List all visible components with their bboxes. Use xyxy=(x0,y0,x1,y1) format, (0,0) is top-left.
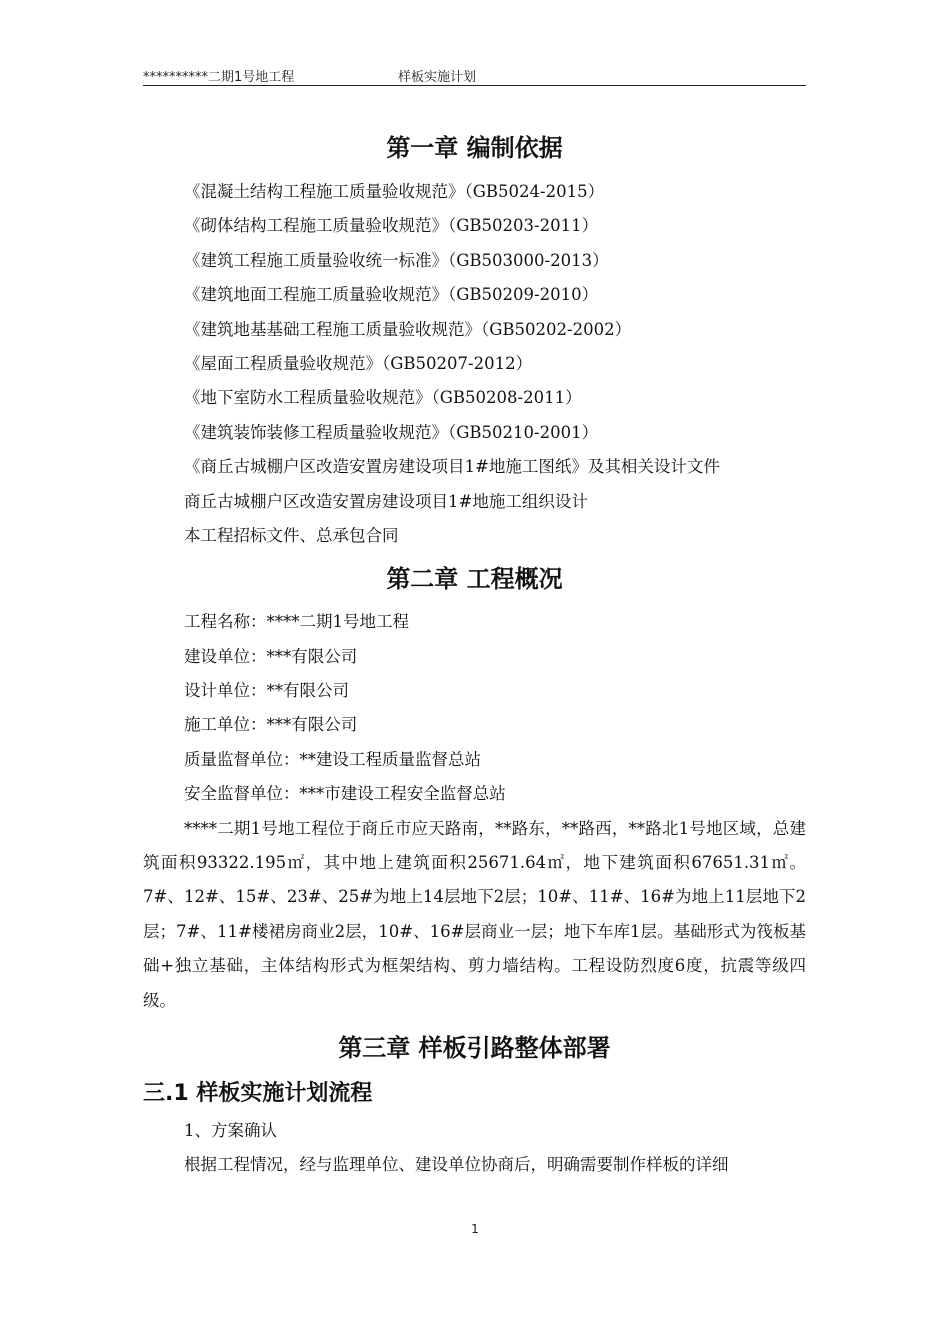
header-document-title: 样板实施计划 xyxy=(398,70,477,85)
chapter-2-title: 第二章 工程概况 xyxy=(386,565,563,594)
reference-item: 《商丘古城棚户区改造安置房建设项目1#地施工图纸》及其相关设计文件 xyxy=(184,457,720,477)
reference-item: 《砌体结构工程施工质量验收规范》（GB50203-2011） xyxy=(184,216,599,236)
header-divider xyxy=(143,85,806,86)
project-info-list xyxy=(143,605,806,811)
step-1-heading: 1、方案确认 xyxy=(184,1121,277,1141)
reference-item: 《建筑地基基础工程施工质量验收规范》（GB50202-2002） xyxy=(184,319,632,339)
page-number: 1 xyxy=(471,1222,479,1236)
step-1-paragraph: 根据工程情况，经与监理单位、建设单位协商后，明确需要制作样板的详细 xyxy=(184,1155,729,1175)
reference-list xyxy=(143,175,806,553)
page-header xyxy=(143,62,806,86)
reference-item: 商丘古城棚户区改造安置房建设项目1#地施工组织设计 xyxy=(184,491,588,511)
reference-item: 《混凝土结构工程施工质量验收规范》（GB5024-2015） xyxy=(184,182,605,201)
reference-item: 本工程招标文件、总承包合同 xyxy=(184,525,399,545)
quality-supervision-unit: 质量监督单位：**建设工程质量监督总站 xyxy=(184,749,481,769)
header-project-name: **********二期1号地工程 xyxy=(143,70,295,85)
reference-item: 《屋面工程质量验收规范》（GB50207-2012） xyxy=(184,353,533,373)
project-overview-paragraph: ****二期1号地工程位于商丘市应天路南，**路东，**路西，**路北1号地区域，总建筑面积93322.195㎡，其中地上建筑面积25671.64㎡，地下建筑面积67651.31㎡。7#、12#、15#、23#、25#为地上14层地下2层；10#、11#、16#为地上11层地下2层；7#、11#楼裙房商业2层，10#、16#层商业一层；地下车库1层。基础形式为筏板基础+独立基础，主体结构形式为框架结构、剪力墙结构。工程设防烈度6度，抗震等级四级。 xyxy=(143,818,806,1010)
reference-item: 《地下室防水工程质量验收规范》（GB50208-2011） xyxy=(184,388,582,408)
project-name: 工程名称：****二期1号地工程 xyxy=(184,612,409,632)
chapter-3-title: 第三章 样板引路整体部署 xyxy=(338,1034,611,1063)
owner-unit: 建设单位：***有限公司 xyxy=(184,646,358,666)
chapter-1-title: 第一章 编制依据 xyxy=(386,134,563,162)
design-unit: 设计单位：**有限公司 xyxy=(184,681,349,701)
section-3-1-title: 三.1 样板实施计划流程 xyxy=(143,1081,373,1107)
reference-item: 《建筑装饰装修工程质量验收规范》（GB50210-2001） xyxy=(184,422,599,442)
reference-item: 《建筑工程施工质量验收统一标准》（GB503000-2013） xyxy=(184,250,609,270)
construction-unit: 施工单位：***有限公司 xyxy=(184,715,358,735)
reference-item: 《建筑地面工程施工质量验收规范》（GB50209-2010） xyxy=(184,285,599,305)
page-content xyxy=(143,126,806,1183)
safety-supervision-unit: 安全监督单位：***市建设工程安全监督总站 xyxy=(184,784,506,804)
